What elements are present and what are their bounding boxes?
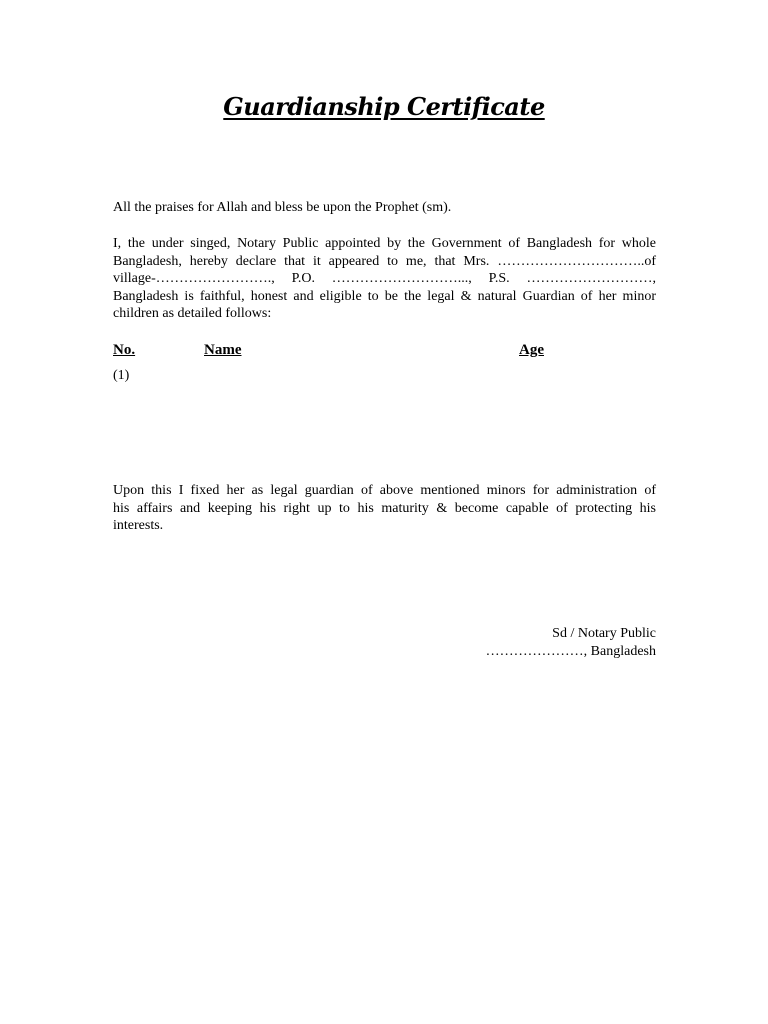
column-header-name: Name [204,342,242,358]
declaration-line: children as detailed follows: [113,306,272,321]
conclusion-paragraph [113,482,656,535]
declaration-line: village-……………………., P.O. ………………………..., P.S. ………………………, [113,271,656,286]
opening-paragraph: All the praises for Allah and bless be upon the Prophet (sm). [113,200,452,215]
signature-title: Sd / Notary Public [552,626,656,641]
declaration-line: Bangladesh is faithful, honest and eligible to be the legal & natural Guardian of her minor [113,288,656,304]
conclusion-line: interests. [113,518,164,533]
conclusion-line: Upon this I fixed her as legal guardian of above mentioned minors for administration of [113,483,656,498]
column-header-age: Age [519,342,544,358]
declaration-line: I, the under singed, Notary Public appointed by the Government of Bangladesh for whole [113,236,656,251]
declaration-paragraph [113,235,656,323]
children-table-header [0,342,768,362]
conclusion-line: his affairs and keeping his right up to his maturity & become capable of protecting his [113,500,656,516]
declaration-line: Bangladesh, hereby declare that it appeared to me, that Mrs. …………………………..of [113,253,656,269]
signature-location: …………………, Bangladesh [485,644,656,659]
document-title: Guardianship Certificate [223,92,545,121]
column-header-no: No. [113,342,136,358]
table-row-number: (1) [113,368,130,383]
